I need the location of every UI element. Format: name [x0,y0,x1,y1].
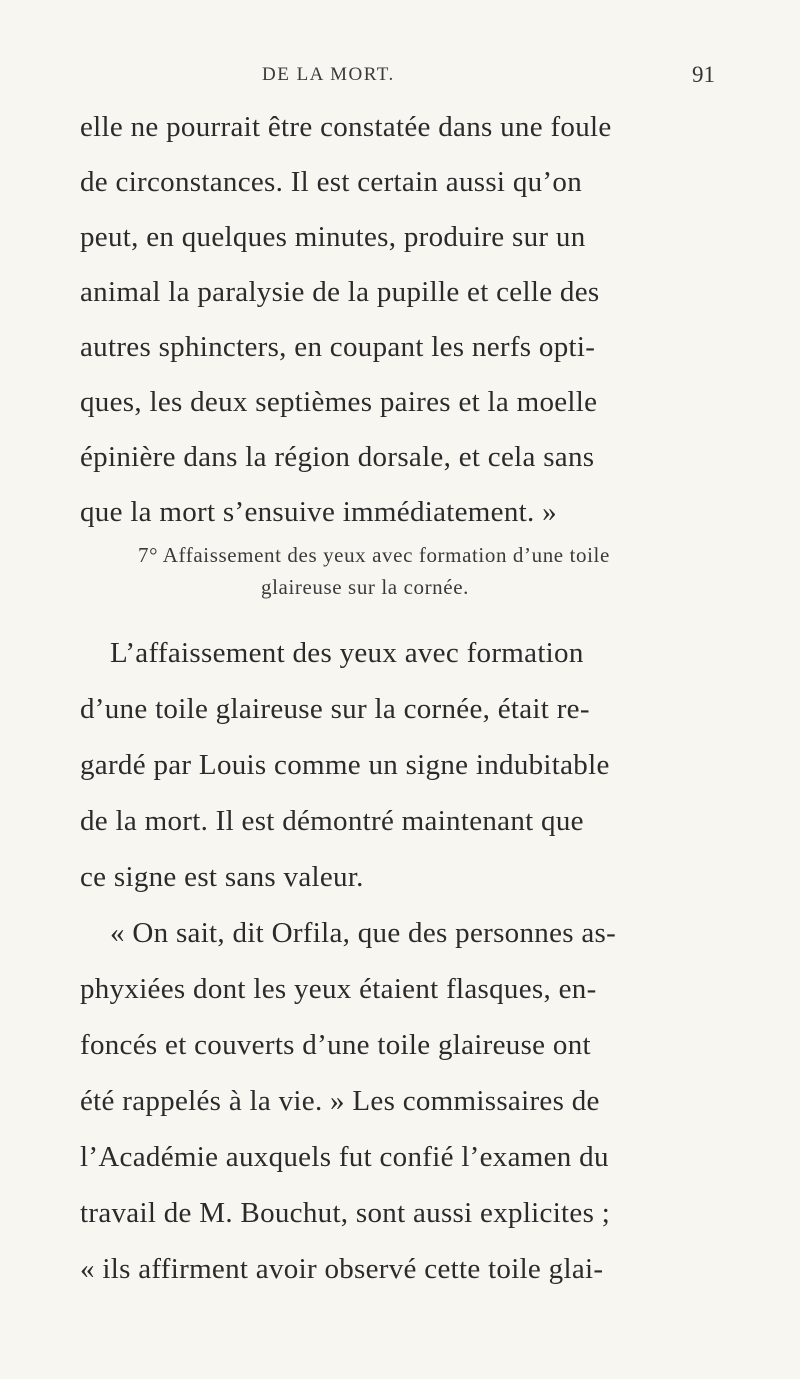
text-line: « ils affirment avoir observé cette toile glai- [80,1253,604,1285]
text-line: peut, en quelques minutes, produire sur un [80,221,586,253]
text-line: « On sait, dit Orfila, que des personnes as- [110,917,617,949]
section-heading-line: 7° Affaissement des yeux avec formation d’une toile [138,543,610,567]
text-line: autres sphincters, en coupant les nerfs opti- [80,331,596,363]
text-line: ce signe est sans valeur. [80,861,364,893]
text-line: de la mort. Il est démontré maintenant que [80,805,584,837]
text-line: L’affaissement des yeux avec formation [110,637,584,669]
text-line: travail de M. Bouchut, sont aussi explicites ; [80,1197,611,1229]
text-line: de circonstances. Il est certain aussi qu’on [80,166,582,198]
text-line: elle ne pourrait être constatée dans une foule [80,111,612,143]
text-line: d’une toile glaireuse sur la cornée, était re- [80,693,590,725]
running-head: DE LA MORT. [262,64,395,85]
page-number: 91 [692,62,715,87]
text-line: foncés et couverts d’une toile glaireuse ont [80,1029,591,1061]
section-heading-line: glaireuse sur la cornée. [261,575,469,599]
text-line: l’Académie auxquels fut confié l’examen du [80,1141,609,1173]
page-header [0,62,800,92]
text-line: phyxiées dont les yeux étaient flasques, en- [80,973,597,1005]
text-line: gardé par Louis comme un signe indubitable [80,749,610,781]
text-line: épinière dans la région dorsale, et cela sans [80,441,595,473]
text-line: ques, les deux septièmes paires et la moelle [80,386,598,418]
text-line: que la mort s’ensuive immédiatement. » [80,496,557,528]
text-line: animal la paralysie de la pupille et celle des [80,276,600,308]
text-line: été rappelés à la vie. » Les commissaires de [80,1085,600,1117]
